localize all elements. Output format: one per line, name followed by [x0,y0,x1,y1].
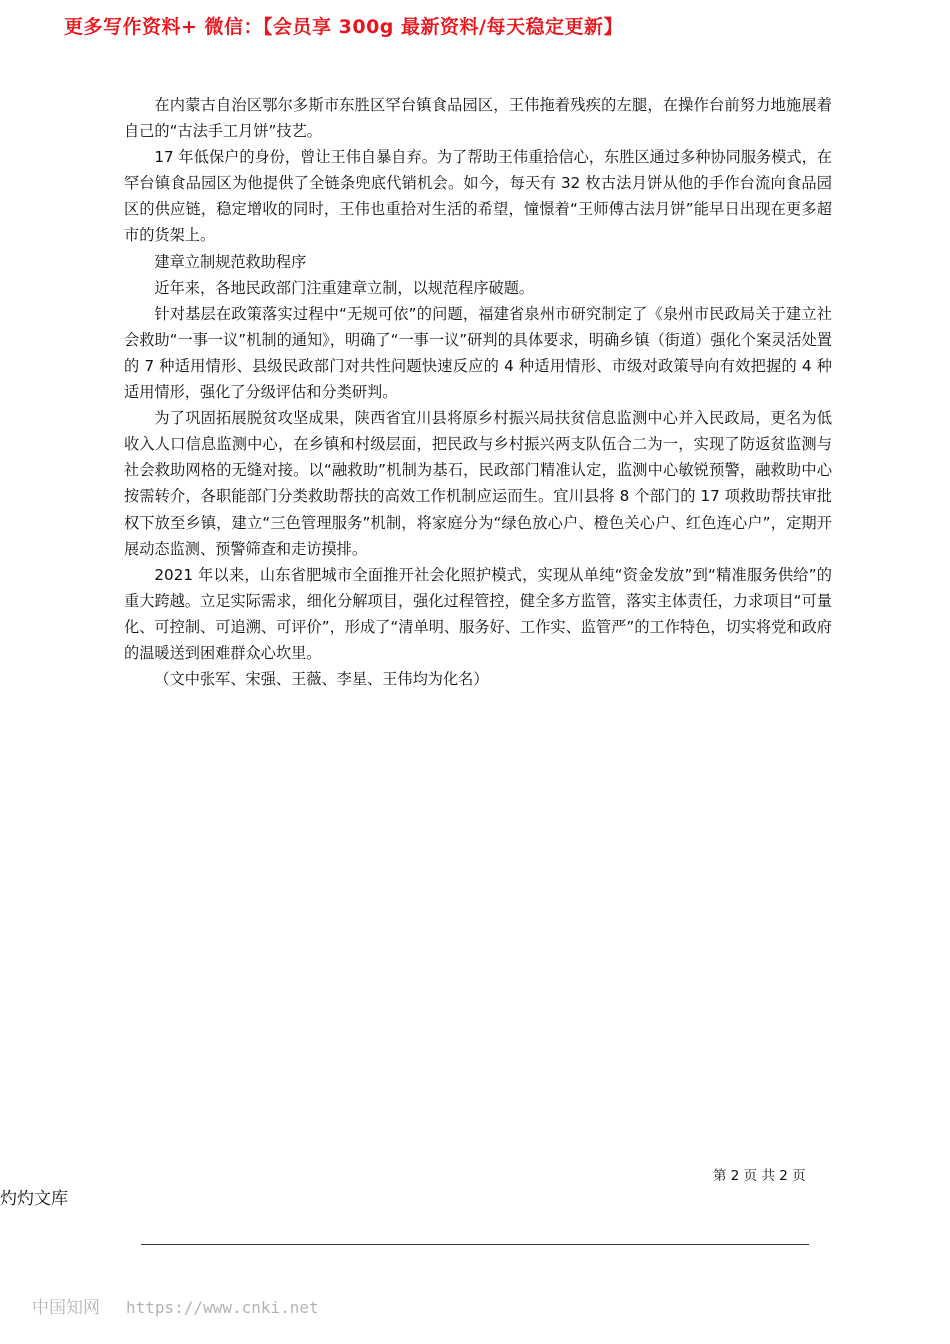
promo-banner: 更多写作资料+ 微信：【会员享 300g 最新资料/每天稳定更新】 [64,16,623,38]
paragraph: 在内蒙古自治区鄂尔多斯市东胜区罕台镇食品园区，王伟拖着残疾的左腿，在操作台前努力地施展着自己的“古法手工月饼”技艺。 [124,96,832,141]
paragraph: 2021 年以来，山东省肥城市全面推开社会化照护模式，实现从单纯“资金发放”到“精准服务供给”的重大跨越。立足实际需求，细化分解项目，强化过程管控，健全多方监管，落实主体责任，力求项目“可量化、可控制、可追溯、可评价”，形成了“清单明、服务好、工作实、监管严”的工作特色，切实将党和政府的温暖送到困难群众心坎里。 [124,565,832,662]
footer-divider [141,1244,809,1245]
page-number: 第 2 页 共 2 页 [713,1168,806,1184]
paragraph: 针对基层在政策落实过程中“无规可依”的问题，福建省泉州市研究制定了《泉州市民政局关于建立社会救助“一事一议”机制的通知》，明确了“一事一议”研判的具体要求，明确乡镇（街道）强化个案灵活处置的 7 种适用情形、县级民政部门对共性问题快速反应的 4 种适用情形、市级对政策导向有效把握的 4 种适用情形，强化了分级评估和分类研判。 [124,304,832,402]
section-heading: 建章立制规范救助程序 [154,252,307,271]
library-label: 灼灼文库 [0,1189,68,1209]
article-body [124,92,832,692]
watermark-url: https://www.cnki.net [126,1298,319,1317]
watermark-site-name: 中国知网 [32,1298,100,1318]
paragraph: 近年来，各地民政部门注重建章立制，以规范程序破题。 [154,278,535,297]
paragraph: 17 年低保户的身份，曾让王伟自暴自弃。为了帮助王伟重拾信心，东胜区通过多种协同服务模式，在罕台镇食品园区为他提供了全链条兜底代销机会。如今，每天有 32 枚古法月饼从他的手作台流向食品园区的供应链，稳定增收的同时，王伟也重拾对生活的希望，憧憬着“王师傅古法月饼”能早日出现在更多超市的货架上。 [124,148,832,245]
watermark [32,1293,319,1318]
paragraph: 为了巩固拓展脱贫攻坚成果，陕西省宜川县将原乡村振兴局扶贫信息监测中心并入民政局，更名为低收入人口信息监测中心，在乡镇和村级层面，把民政与乡村振兴两支队伍合二为一，实现了防返贫监测与社会救助网格的无缝对接。以“融救助”机制为基石，民政部门精准认定，监测中心敏锐预警，融救助中心按需转介，各职能部门分类救助帮扶的高效工作机制应运而生。宜川县将 8 个部门的 17 项救助帮扶审批权下放至乡镇，建立“三色管理服务”机制，将家庭分为“绿色放心户、橙色关心户、红色连心户”，定期开展动态监测、预警筛查和走访摸排。 [124,409,832,558]
author-note: （文中张军、宋强、王薇、李星、王伟均为化名） [154,670,489,689]
